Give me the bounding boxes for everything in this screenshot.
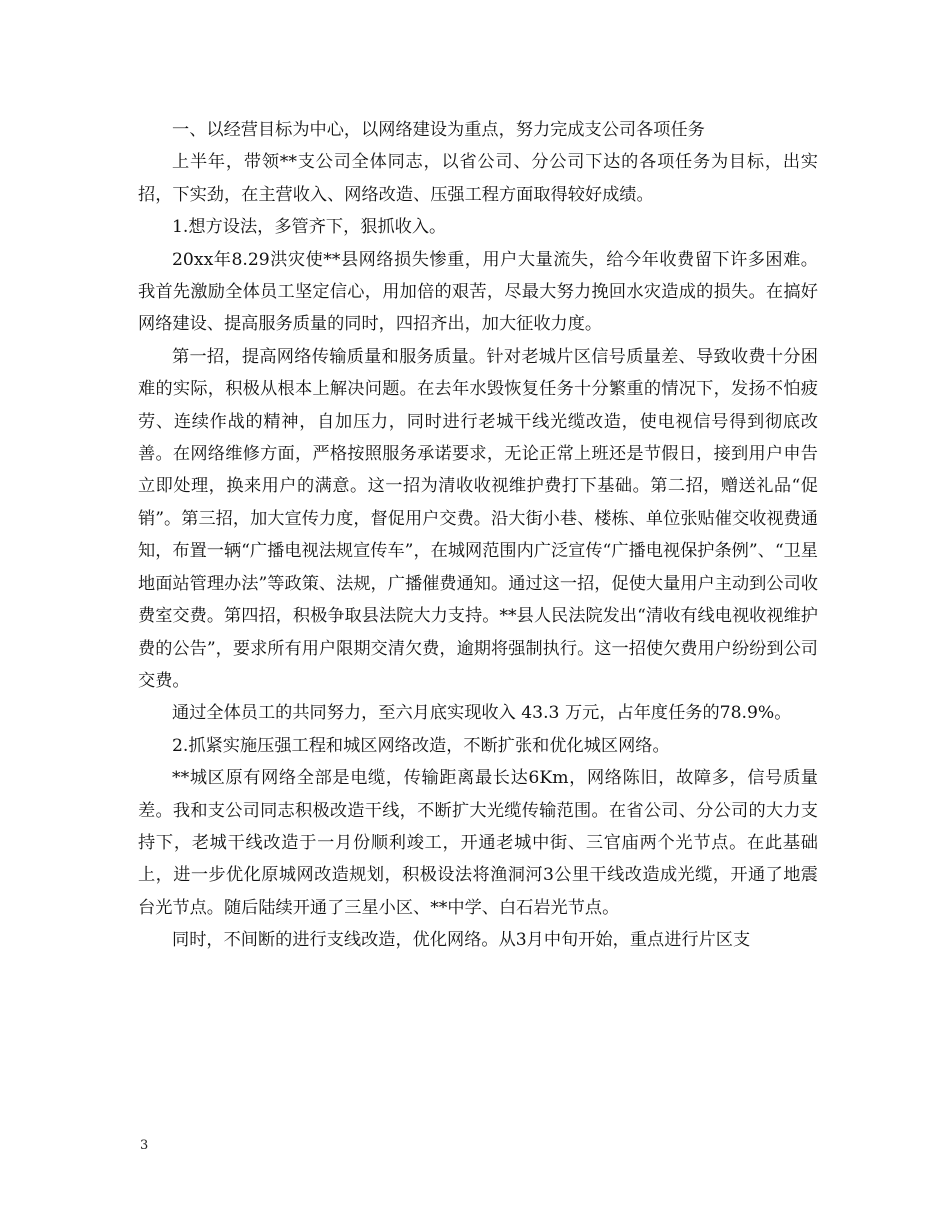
paragraph-four-measures: 第一招，提高网络传输质量和服务质量。针对老城片区信号质量差、导致收费十分困难的实际，积极从根本上解决问题。在去年水毁恢复任务十分繁重的情况下，发扬不怕疲劳、连续作战的精神，自加压力，同时进行老城干线光缆改造，使电视信号得到彻底改善。在网络维修方面，严格按照服务承诺要求，无论正常上班还是节假日，接到用户申告立即处理，换来用户的满意。这一招为清收收视维护费打下基础。第二招，赠送礼品“促销”。第三招，加大宣传力度，督促用户交费。沿大街小巷、楼栋、单位张贴催交收视费通知，布置一辆“广播电视法规宣传车”，在城网范围内广泛宣传“广播电视保护条例”、“卫星地面站管理办法”等政策、法规，广播催费通知。通过这一招，促使大量用户主动到公司收费室交费。第四招，积极争取县法院大力支持。**县人民法院发出“清收有线电视收视维护费的公告”，要求所有用户限期交清欠费，逾期将强制执行。这一招使欠费用户纷纷到公司交费。 [138, 346, 818, 691]
page-number: 3 [140, 1138, 149, 1153]
paragraph-flood: 20xx年8.29洪灾使**县网络损失惨重，用户大量流失，给今年收费留下许多困难。我首先激励全体员工坚定信心，用加倍的艰苦，尽最大努力挽回水灾造成的损失。在搞好网络建设、提高服务质量的同时，四招齐出，加大征收力度。 [138, 249, 818, 335]
subheading-network: 2.抓紧实施压强工程和城区网络改造，不断扩张和优化城区网络。 [172, 735, 670, 756]
document-body [138, 114, 818, 957]
paragraph-branch-upgrade: 同时，不间断的进行支线改造，优化网络。从3月中旬开始，重点进行片区支 [172, 930, 751, 951]
paragraph-income-result: 通过全体员工的共同努力，至六月底实现收入 43.3 万元，占年度任务的78.9%。 [172, 703, 792, 724]
paragraph-network-upgrade: **城区原有网络全部是电缆，传输距离最长达6Km，网络陈旧，故障多，信号质量差。我和支公司同志积极改造干线，不断扩大光缆传输范围。在省公司、分公司的大力支持下，老城干线改造于一月份顺利竣工，开通老城中街、三官庙两个光节点。在此基础上，进一步优化原城网改造规划，积极设法将渔洞河3公里干线改造成光缆，开通了地震台光节点。随后陆续开通了三星小区、**中学、白石岩光节点。 [138, 768, 818, 918]
section-heading: 一、以经营目标为中心，以网络建设为重点，努力完成支公司各项任务 [172, 120, 705, 140]
subheading-income: 1.想方设法，多管齐下，狠抓收入。 [172, 217, 447, 238]
paragraph-intro: 上半年，带领**支公司全体同志，以省公司、分公司下达的各项任务为目标，出实招，下实劲，在主营收入、网络改造、压强工程方面取得较好成绩。 [138, 152, 818, 205]
